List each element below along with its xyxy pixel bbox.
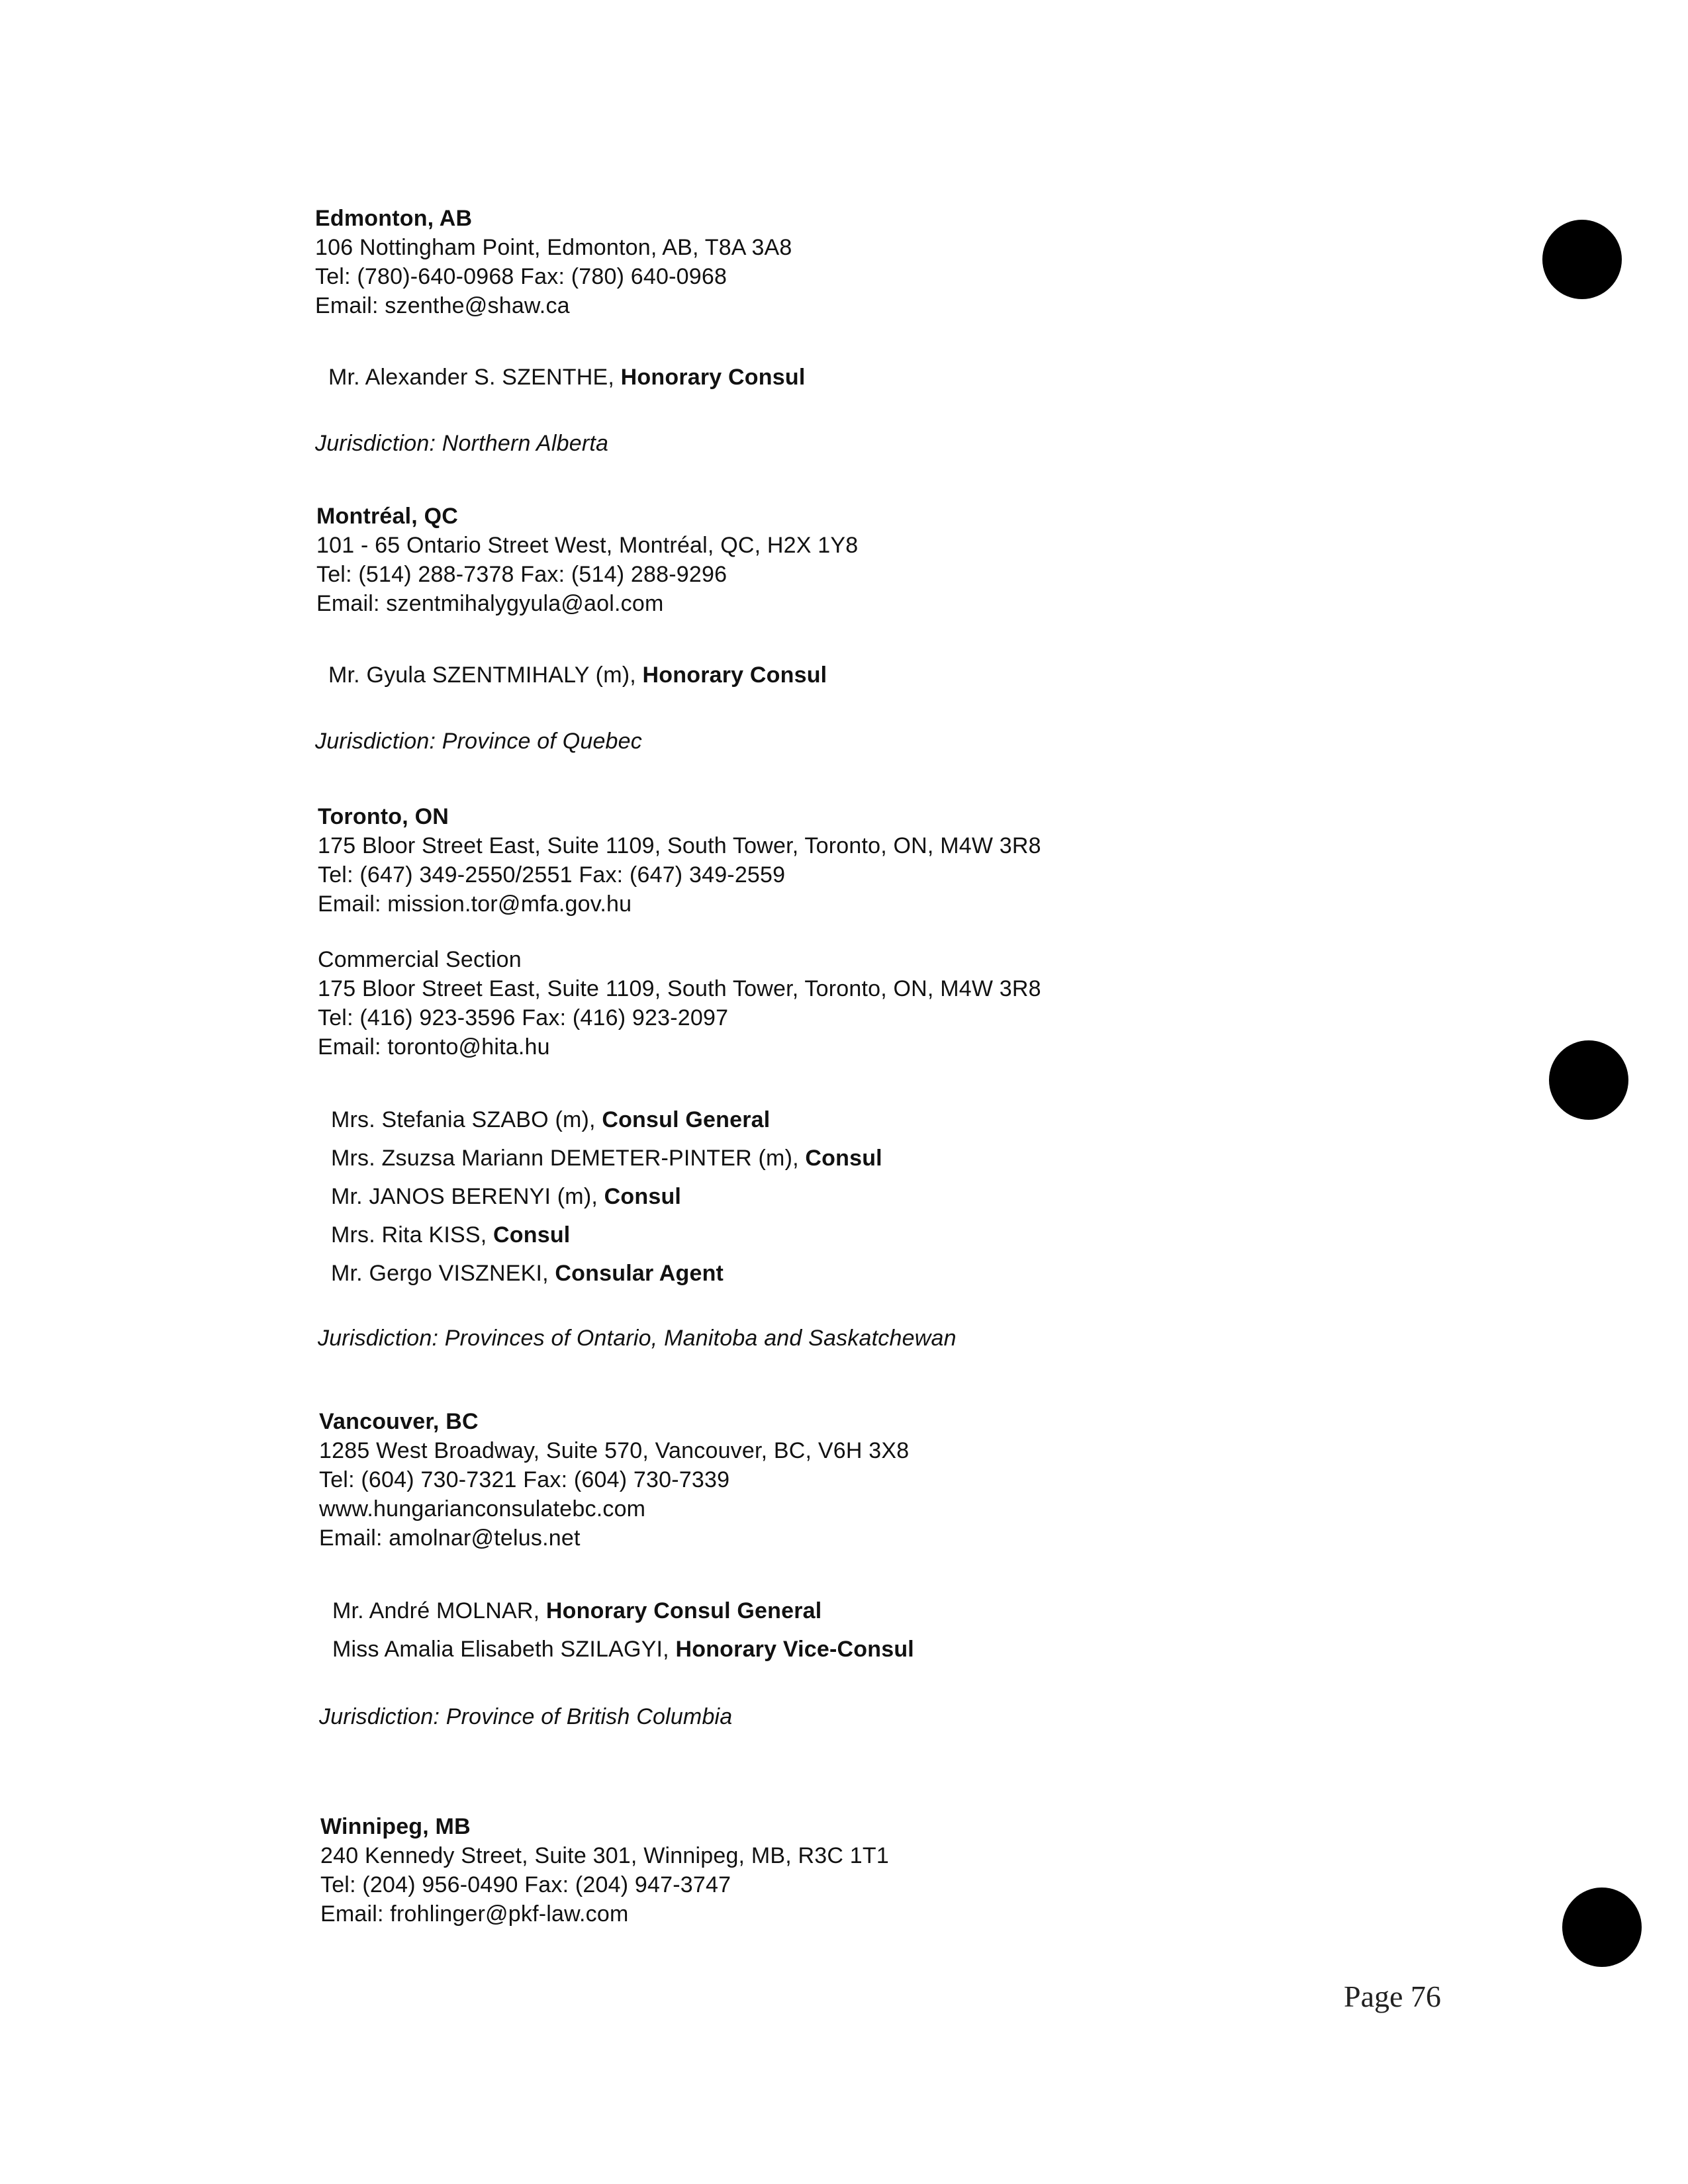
vancouver-email: Email: amolnar@telus.net xyxy=(319,1525,581,1551)
person-title: Honorary Vice-Consul xyxy=(675,1637,914,1662)
toronto-jurisdiction: Jurisdiction: Provinces of Ontario, Manitoba and Saskatchewan xyxy=(318,1326,957,1351)
edmonton-email: Email: szenthe@shaw.ca xyxy=(315,293,570,318)
vancouver-jurisdiction: Jurisdiction: Province of British Columbia xyxy=(319,1704,733,1729)
toronto-email: Email: mission.tor@mfa.gov.hu xyxy=(318,891,632,917)
winnipeg-email: Email: frohlinger@pkf-law.com xyxy=(320,1901,629,1927)
vancouver-heading: Vancouver, BC xyxy=(319,1409,479,1434)
vancouver-tel-fax: Tel: (604) 730-7321 Fax: (604) 730-7339 xyxy=(319,1467,730,1492)
person-title: Consular Agent xyxy=(555,1261,724,1286)
person-name: Mr. JANOS BERENYI (m), xyxy=(331,1184,604,1209)
toronto-staff-member xyxy=(331,1105,770,1134)
toronto-staff-member xyxy=(331,1259,724,1288)
toronto-staff-member xyxy=(331,1182,681,1211)
montreal-address: 101 - 65 Ontario Street West, Montréal, QC, H2X 1Y8 xyxy=(316,533,859,558)
person-name: Mrs. Rita KISS, xyxy=(331,1222,494,1248)
montreal-email: Email: szentmihalygyula@aol.com xyxy=(316,591,664,616)
person-name: Mr. André MOLNAR, xyxy=(332,1598,546,1623)
toronto-address: 175 Bloor Street East, Suite 1109, South Tower, Toronto, ON, M4W 3R8 xyxy=(318,833,1041,858)
edmonton-jurisdiction: Jurisdiction: Northern Alberta xyxy=(315,431,609,456)
winnipeg-tel-fax: Tel: (204) 956-0490 Fax: (204) 947-3747 xyxy=(320,1872,731,1897)
toronto-commercial-label: Commercial Section xyxy=(318,947,522,972)
edmonton-consul xyxy=(328,363,805,392)
toronto-staff-member xyxy=(331,1144,882,1173)
toronto-commercial-address: 175 Bloor Street East, Suite 1109, South Tower, Toronto, ON, M4W 3R8 xyxy=(318,976,1041,1001)
edmonton-address: 106 Nottingham Point, Edmonton, AB, T8A 3A8 xyxy=(315,235,792,260)
edmonton-tel-fax: Tel: (780)-640-0968 Fax: (780) 640-0968 xyxy=(315,264,727,289)
montreal-consul xyxy=(328,660,827,690)
vancouver-staff-member xyxy=(332,1596,821,1625)
toronto-commercial-tel-fax: Tel: (416) 923-3596 Fax: (416) 923-2097 xyxy=(318,1005,729,1030)
binder-hole xyxy=(1549,1040,1628,1120)
toronto-commercial-email: Email: toronto@hita.hu xyxy=(318,1034,550,1060)
person-title: Consul xyxy=(805,1146,882,1171)
person-name: Mr. Gergo VISZNEKI, xyxy=(331,1261,555,1286)
vancouver-address: 1285 West Broadway, Suite 570, Vancouver, BC, V6H 3X8 xyxy=(319,1438,910,1463)
binder-hole xyxy=(1542,220,1622,299)
montreal-tel-fax: Tel: (514) 288-7378 Fax: (514) 288-9296 xyxy=(316,562,727,587)
person-title: Consul xyxy=(493,1222,571,1248)
person-name: Mr. Alexander S. SZENTHE, xyxy=(328,365,621,390)
toronto-staff-member xyxy=(331,1220,570,1250)
toronto-heading: Toronto, ON xyxy=(318,804,449,829)
page-number: Page 76 xyxy=(1344,1979,1441,2013)
winnipeg-heading: Winnipeg, MB xyxy=(320,1814,471,1839)
person-title: Honorary Consul xyxy=(620,365,806,390)
person-title: Honorary Consul xyxy=(642,662,827,688)
montreal-heading: Montréal, QC xyxy=(316,504,458,529)
binder-hole xyxy=(1562,1888,1642,1967)
person-name: Miss Amalia Elisabeth SZILAGYI, xyxy=(332,1637,676,1662)
vancouver-website: www.hungarianconsulatebc.com xyxy=(319,1496,646,1522)
person-title: Consul General xyxy=(602,1107,771,1132)
person-name: Mrs. Zsuzsa Mariann DEMETER-PINTER (m), xyxy=(331,1146,806,1171)
person-title: Consul xyxy=(604,1184,682,1209)
person-name: Mrs. Stefania SZABO (m), xyxy=(331,1107,602,1132)
person-title: Honorary Consul General xyxy=(545,1598,822,1623)
vancouver-staff-member xyxy=(332,1635,914,1664)
person-name: Mr. Gyula SZENTMIHALY (m), xyxy=(328,662,643,688)
winnipeg-address: 240 Kennedy Street, Suite 301, Winnipeg, MB, R3C 1T1 xyxy=(320,1843,889,1868)
montreal-jurisdiction: Jurisdiction: Province of Quebec xyxy=(315,729,642,754)
edmonton-heading: Edmonton, AB xyxy=(315,206,473,231)
toronto-tel-fax: Tel: (647) 349-2550/2551 Fax: (647) 349-2559 xyxy=(318,862,786,887)
